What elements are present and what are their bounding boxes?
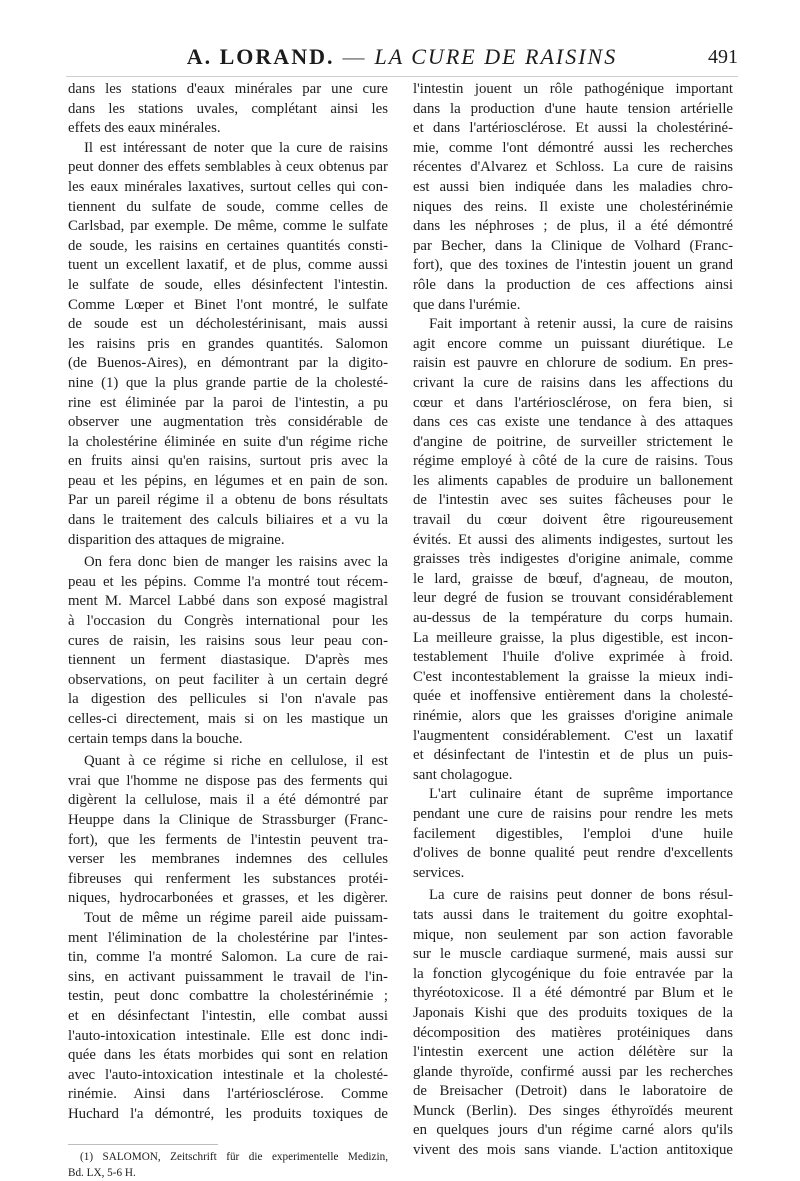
running-title: [66, 44, 738, 70]
text-line: agit encore comme un puissant diurétique. Le: [413, 335, 733, 352]
text-line: de Breisacher (Detroit) dans le laboratoire de: [413, 1083, 733, 1100]
text-line: graisses très indigestes d'origine animale, comme: [413, 551, 733, 568]
text-line: quée et inoffensive entièrement dans la cholesté-: [413, 688, 733, 705]
text-line: travail du cœur doivent être rigoureusement: [413, 512, 733, 529]
right-column: [413, 80, 733, 1161]
text-line: Quant à ce régime si riche en cellulose, il est: [84, 753, 388, 770]
text-line: crivant la cure de raisins dans les affections du: [413, 374, 733, 391]
text-line: On fera donc bien de manger les raisins avec la: [84, 554, 388, 571]
text-line: de soude est un décholestérinisant, mais aussi: [68, 316, 388, 333]
text-line: au-dessus de la température du corps humain.: [413, 610, 733, 627]
text-line: la digestion des pellicules si l'on n'avale pas: [68, 691, 388, 708]
text-line: en quelques jours d'un régime carné alors qu'ils: [413, 1122, 733, 1139]
text-line: glande thyroïde, confirmé aussi par les recherches: [413, 1063, 733, 1080]
text-line: mie, comme l'ont démontré aussi les recherches: [413, 139, 733, 156]
text-line: rinémie. Ainsi dans l'artériosclérose. Comme: [68, 1086, 388, 1103]
text-line: Tout de même un régime pareil aide puissam-: [84, 909, 388, 926]
text-line: dans la production d'une haute tension artérielle: [413, 100, 733, 117]
text-line: Huchard l'a démontré, les produits toxiques de: [68, 1105, 388, 1122]
text-line: pendant une cure de raisins pour rendre les mets: [413, 805, 733, 822]
text-line: avec l'auto-intoxication intestinale et la cholesté-: [68, 1066, 388, 1083]
text-line: quée dans les états morbides qui sont en relation: [68, 1047, 388, 1064]
text-line: l'auto-intoxication intestinale. Elle est donc indi-: [68, 1027, 388, 1044]
text-line: niques, hydrocarbonées et grasses, et les digèrer.: [68, 890, 388, 907]
text-line: certain temps dans la bouche.: [68, 730, 243, 747]
text-line: La cure de raisins peut donner de bons résul-: [429, 887, 733, 904]
text-line: que dans l'urémie.: [413, 296, 521, 313]
text-line: régime employé à côté de la cure de raisins. Tous: [413, 453, 733, 470]
text-line: effets des eaux minérales.: [68, 120, 221, 137]
text-line: tuent un excellent laxatif, et de plus, comme aussi: [68, 257, 388, 274]
text-line: leur degré de fusion se trouvant considérablement: [413, 590, 733, 607]
text-line: le lard, graisse de bœuf, d'agneau, de mouton,: [413, 570, 733, 587]
text-line: dans le traitement des calculs biliaires et a vu la: [68, 512, 388, 529]
text-line: l'intestin jouent un rôle pathogénique important: [413, 81, 733, 97]
text-line: dans les stations uvales, complétant ainsi les: [68, 100, 388, 117]
text-line: d'angine de poitrine, de surveiller strictement le: [413, 433, 733, 450]
text-line: peau et les pépins. Comme l'a montré tout récem-: [68, 573, 388, 590]
text-line: Comme Lœper et Binet l'ont montré, le sulfate: [68, 296, 388, 313]
text-line: tiennent un ferment diastasique. D'après mes: [68, 652, 388, 669]
text-line: vivent des mois sans viande. L'action antitoxique: [413, 1142, 733, 1159]
text-line: Il est intéressant de noter que la cure de raisins: [84, 139, 388, 156]
text-line: par Becher, dans la Clinique de Volhard (Franc-: [413, 237, 733, 254]
text-line: de soude, les raisins en certaines quantités consti-: [68, 237, 388, 254]
text-line: Heuppe dans la Clinique de Strassburger (Franc-: [68, 811, 388, 828]
text-line: L'art culinaire étant de suprême importance: [429, 786, 733, 803]
text-line: raisin est pauvre en chlorure de sodium. En pres-: [413, 355, 733, 372]
text-line: fort), que les ferments de l'intestin peuvent tra-: [68, 831, 388, 848]
text-line: ment M. Marcel Labbé dans son exposé magistral: [68, 593, 388, 610]
text-line: les eaux minérales laxatives, surtout celles qui con-: [68, 178, 388, 195]
text-line: sant cholagogue.: [413, 766, 513, 783]
text-line: fibreuses qui renferment les substances protéi-: [68, 870, 388, 887]
text-line: observations, on peut faciliter à un certain degré: [68, 671, 388, 688]
author-name: A. LORAND.: [186, 44, 335, 69]
text-line: dans ces cas existe une tendance à des attaques: [413, 414, 733, 431]
text-line: sins, en activant puissamment le travail de l'in-: [68, 968, 388, 985]
text-line: thyréotoxicose. Il a été démontré par Blum et le: [413, 985, 733, 1002]
text-line: cures de raisin, les raisins sous leur peau con-: [68, 632, 388, 649]
text-line: est aussi bien indiquée dans les maladies chro-: [413, 178, 733, 195]
left-column: [68, 80, 388, 1181]
text-line: La meilleure graisse, la plus digestible, est incon-: [413, 629, 733, 646]
text-line: le sulfate de soude, elles désinfectent l'intestin.: [68, 276, 388, 293]
text-line: (de Buenos-Aires), en démontrant par la digito-: [68, 355, 388, 372]
text-line: celles-ci directement, mais si on les mastique un: [68, 711, 388, 727]
article-title: LA CURE DE RAISINS: [374, 44, 618, 69]
text-line: testablement l'huile d'olive exprimée à froid.: [413, 649, 733, 666]
text-line: nine (1) que la plus grande partie de la cholesté-: [68, 374, 388, 391]
text-line: l'augmentent considérablement. C'est un laxatif: [413, 727, 733, 744]
text-line: ment l'élimination de la cholestérine par l'intes-: [68, 929, 388, 946]
text-line: et dans l'artériosclérose. Et aussi la cholestériné-: [413, 120, 733, 137]
text-line: testin, peut donc combattre la cholestérinémie ;: [68, 988, 388, 1005]
text-line: peut donner des effets semblables à ceux obtenus par: [68, 159, 388, 176]
text-line: d'olives de bonne qualité peut rendre d'excellents: [413, 845, 733, 862]
text-line: services.: [413, 864, 465, 881]
text-line: vrai que l'homme ne dispose pas des ferments qui: [68, 772, 388, 789]
text-line: peau et les pépins, en légumes et en pain de son.: [68, 472, 388, 489]
text-line: Munck (Berlin). Des singes éthyroïdés meurent: [413, 1102, 733, 1119]
text-line: tin, comme l'a montré Salomon. La cure de rai-: [68, 949, 388, 966]
title-dash: —: [342, 44, 367, 69]
text-line: rinémie, alors que les graisses d'origine animale: [413, 708, 733, 724]
text-line: digèrent la cellulose, mais il a été démontré par: [68, 792, 388, 809]
text-line: de l'intestin avec ses suites fâcheuses pour le: [413, 492, 733, 509]
text-line: tiennent du sulfate de soude, comme celles de: [68, 198, 388, 215]
text-line: Japonais Kishi que des produits toxiques de la: [413, 1004, 733, 1021]
text-line: rôle dans la production de ces affections ainsi: [413, 276, 733, 293]
text-line: disparition des attaques de migraine.: [68, 531, 285, 548]
text-line: sur le muscle cardiaque surmené, mais aussi sur: [413, 946, 733, 963]
page-number: 491: [708, 46, 738, 68]
footnote-line: (1) SALOMON, Zeitschrift für die experimentelle Medizin,: [80, 1151, 388, 1164]
text-line: fort), que des toxines de l'intestin jouent un grand: [413, 257, 733, 274]
text-line: la cholestérine éliminée en suite d'un régime riche: [68, 433, 388, 450]
text-line: niques des reins. Il existe une cholestérinémie: [413, 198, 733, 215]
text-line: et en désinfectant l'intestin, elle combat aussi: [68, 1007, 388, 1024]
text-line: verser les membranes indemnes des cellules: [68, 851, 388, 868]
text-line: cœur et dans l'artériosclérose, on fera bien, si: [413, 394, 733, 411]
text-line: les aliments capables de produire un ballonement: [413, 472, 733, 489]
text-line: récentes d'Alvarez et Schloss. La cure de raisins: [413, 159, 733, 176]
running-head: [66, 40, 738, 77]
text-line: C'est incontestablement la graisse la mieux indi-: [413, 668, 733, 685]
text-line: rine est éliminée par la paroi de l'intestin, a pu: [68, 394, 388, 411]
text-line: Par un pareil régime il a obtenu de bons résultats: [68, 492, 388, 509]
text-line: l'intestin exercent une action délétère sur la: [413, 1044, 733, 1061]
text-line: Fait important à retenir aussi, la cure de raisins: [429, 316, 733, 333]
text-line: mique, non seulement par son action favorable: [413, 926, 733, 943]
text-line: facilement digestibles, l'emploi d'une huile: [413, 825, 733, 842]
text-line: la fonction glycogénique du foie entravée par la: [413, 965, 733, 982]
text-line: décomposition des matières protéiniques dans: [413, 1024, 733, 1041]
text-line: observer une augmentation très considérable de: [68, 414, 388, 431]
text-line: tats aussi dans le traitement du goitre exophtal-: [413, 906, 733, 923]
left-column-text: [68, 80, 388, 1124]
text-line: dans les néphroses ; de plus, il a été démontré: [413, 218, 733, 235]
footnote-line: Bd. LX, 5-6 H.: [68, 1167, 136, 1180]
text-line: et désinfectant de l'intestin et de plus un puis-: [413, 747, 733, 764]
right-column-text: [413, 80, 733, 1161]
text-line: en fruits ainsi qu'en raisins, surtout pris avec la: [68, 453, 388, 470]
text-line: Carlsbad, par exemple. De même, comme le sulfate: [68, 218, 388, 235]
text-line: à l'occasion du Congrès international pour les: [68, 613, 388, 630]
text-line: dans les stations d'eaux minérales par une cure: [68, 81, 388, 97]
text-line: les raisins pris en grandes quantités. Salomon: [68, 335, 388, 352]
footnote-divider: [68, 1144, 218, 1145]
text-line: évités. Et aussi des aliments indigestes, surtout les: [413, 531, 733, 548]
